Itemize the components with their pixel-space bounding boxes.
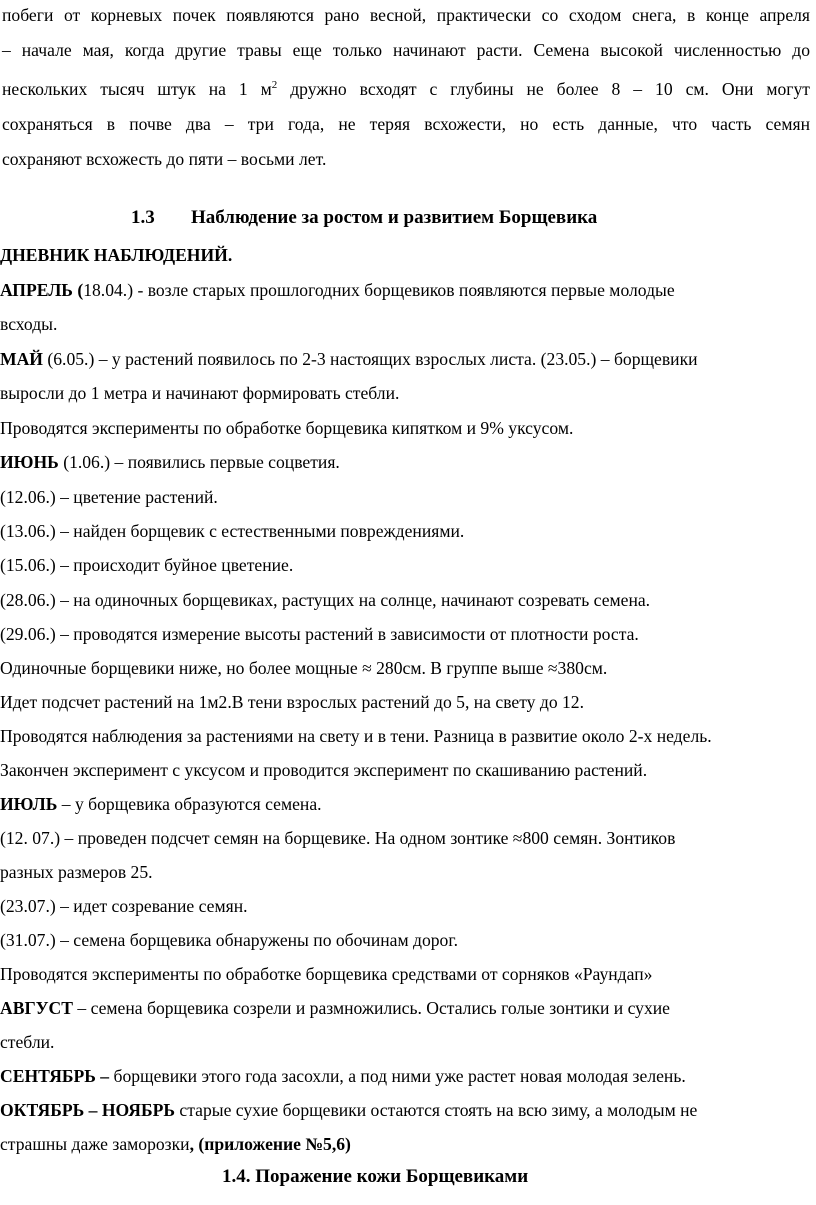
diary-june-7: Идет подсчет растений на 1м2.В тени взрослых растений до 5, на свету до 12. <box>0 692 585 712</box>
intro-line-3 <box>2 68 810 107</box>
section-1-3-heading <box>131 206 597 230</box>
appendix-reference: , (приложение №5,6) <box>189 1134 351 1154</box>
diary-june-8: Проводятся наблюдения за растениями на свету и в тени. Разница в развитие около 2-х недель. <box>0 726 712 746</box>
diary-may <box>0 347 698 371</box>
october-text: старые сухие борщевики остаются стоять на всю зиму, а молодым не <box>175 1100 698 1120</box>
diary-june-5: (29.06.) – проводятся измерение высоты растений в зависимости от плотности роста. <box>0 624 639 644</box>
month-october-november: ОКТЯБРЬ – НОЯБРЬ <box>0 1100 176 1120</box>
september-text: борщевики этого года засохли, а под ними уже растет новая молодая зелень. <box>109 1066 686 1086</box>
month-september: СЕНТЯБРЬ – <box>0 1066 110 1086</box>
diary-july-2: (23.07.) – идет созревание семян. <box>0 896 248 916</box>
month-august: АВГУСТ <box>0 998 73 1018</box>
section-title: Наблюдение за ростом и развитием Борщевика <box>191 207 598 228</box>
intro-line-1: побеги от корневых почек появляются рано весной, практически со сходом снега, в конце апреля <box>2 5 810 25</box>
october-cont-text: страшны даже заморозки <box>0 1134 190 1154</box>
diary-july-4: Проводятся эксперименты по обработке борщевика средствами от сорняков «Раундап» <box>0 964 653 984</box>
diary-august <box>0 996 670 1020</box>
intro-line-2: – начале мая, когда другие травы еще только начинают расти. Семена высокой численностью до <box>2 40 810 60</box>
diary-may-exp: Проводятся эксперименты по обработке борщевика кипятком и 9% уксусом. <box>0 418 574 438</box>
diary-heading: ДНЕВНИК НАБЛЮДЕНИЙ. <box>0 245 233 265</box>
intro-paragraph <box>2 0 810 177</box>
diary-october-cont <box>0 1132 351 1156</box>
diary-july-3: (31.07.) – семена борщевика обнаружены по обочинам дорог. <box>0 930 458 950</box>
april-text: 18.04.) - возле старых прошлогодних борщевиков появляются первые молодые <box>83 280 675 300</box>
intro-line-3b: дружно всходят с глубины не более 8 – 10 см. Они могут <box>277 78 810 99</box>
diary-july <box>0 792 322 816</box>
diary-october <box>0 1098 697 1122</box>
diary-june <box>0 450 340 474</box>
diary-may-cont: выросли до 1 метра и начинают формировать стебли. <box>0 383 400 403</box>
month-may: МАЙ <box>0 349 43 369</box>
diary-april-cont: всходы. <box>0 314 58 334</box>
diary-july-1: (12. 07.) – проведен подсчет семян на борщевике. На одном зонтике ≈800 семян. Зонтиков <box>0 828 676 848</box>
diary-july-1b: разных размеров 25. <box>0 862 153 882</box>
may-text: (6.05.) – у растений появилось по 2-3 настоящих взрослых листа. (23.05.) – борщевики <box>43 349 698 369</box>
superscript-2: 2 <box>271 79 278 91</box>
diary-june-4: (28.06.) – на одиночных борщевиках, растущих на солнце, начинают созревать семена. <box>0 590 651 610</box>
diary-august-cont: стебли. <box>0 1032 55 1052</box>
intro-line-5: сохраняют всхожесть до пяти – восьми лет. <box>2 148 327 169</box>
section-number: 1.3 <box>131 207 155 228</box>
month-april: АПРЕЛЬ ( <box>0 280 84 300</box>
month-june: ИЮНЬ <box>0 452 59 472</box>
intro-line-3a: нескольких тысяч штук на 1 м <box>2 78 272 99</box>
diary-june-1: (12.06.) – цветение растений. <box>0 487 218 507</box>
diary-june-2: (13.06.) – найден борщевик с естественными повреждениями. <box>0 521 465 541</box>
intro-line-4: сохраняться в почве два – три года, не теряя всхожести, но есть данные, что часть семян <box>2 113 810 134</box>
diary-june-3: (15.06.) – происходит буйное цветение. <box>0 555 294 575</box>
july-text: – у борщевика образуются семена. <box>57 794 322 814</box>
diary-june-9: Закончен эксперимент с уксусом и проводится эксперимент по скашиванию растений. <box>0 760 648 780</box>
month-july: ИЮЛЬ <box>0 794 58 814</box>
diary-june-6: Одиночные борщевики ниже, но более мощные ≈ 280см. В группе выше ≈380см. <box>0 658 608 678</box>
june-text: (1.06.) – появились первые соцветия. <box>58 452 340 472</box>
diary-september <box>0 1064 686 1088</box>
diary-april <box>0 278 675 302</box>
section-1-4-heading: 1.4. Поражение кожи Борщевиками <box>222 1166 529 1187</box>
august-text: – семена борщевика созрели и размножились. Остались голые зонтики и сухие <box>73 998 670 1018</box>
